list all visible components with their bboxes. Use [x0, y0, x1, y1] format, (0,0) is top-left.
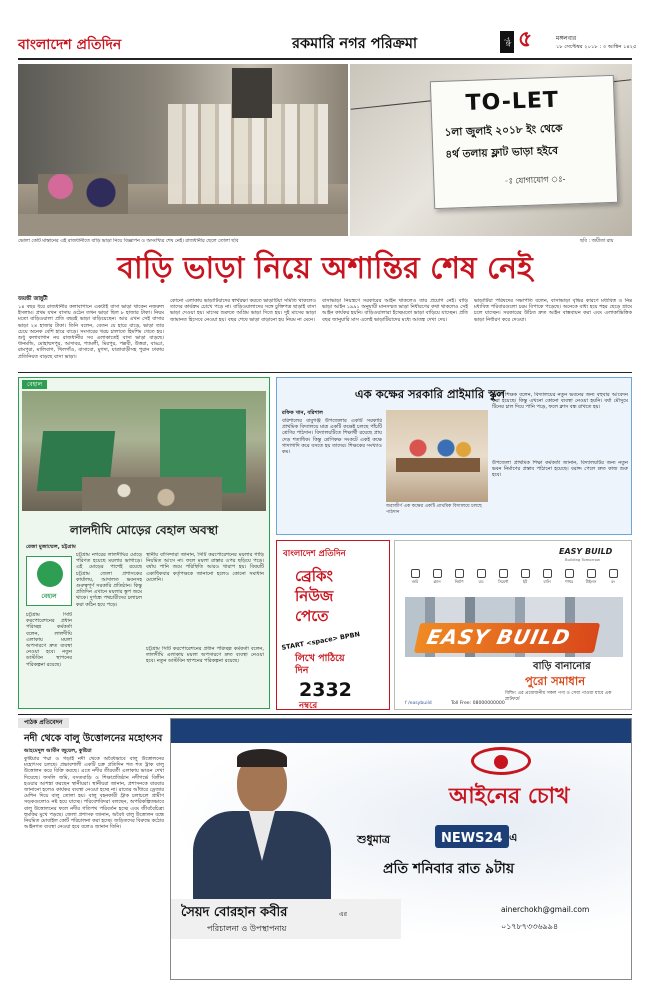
lead-photo-caption: ভোলা কেটি মাস্তানের এই রাজধানীতে বাড়ি ভাড়া নিয়ে বিজ্ঞাপন ও অসংখ্যির শেষ নেই। রাজধানীর ছেলে তোলা ছবি: [18, 239, 239, 244]
breaking-ad-line1: ব্রেকিং: [295, 567, 333, 585]
easybuild-logo-tagline: Building Tomorrow: [565, 557, 601, 562]
behal-logo-text: বেহাল: [41, 593, 57, 600]
service-icon: [433, 569, 442, 578]
service-label: টাইলস: [585, 579, 597, 584]
page-number: ৫: [518, 27, 533, 52]
presenter-name-suffix: এর: [339, 911, 347, 918]
presenter-photo: [187, 747, 337, 899]
road: [18, 214, 348, 236]
reader-headline: নদী থেকে বালু উত্তোলনের মহোৎসব: [24, 733, 163, 744]
page-label-text: পৃষ্ঠা: [504, 37, 511, 47]
service-label: সিমেন্ট: [497, 579, 509, 584]
service-label: বালি: [543, 579, 551, 584]
ainer-eye-pupil: [494, 755, 508, 769]
behal-body-col-3: চট্টগ্রাম সিটি করপোরেশনের প্রধান পরিচ্ছন্ন কর্মকর্তা বলেন, লালদীঘি এলাকায় ময়লা অপসারণে দ্রুত ব্যবস্থা নেওয়া হবে। নতুন ডাস্টবিন স্থাপনের পরিকল্পনা রয়েছে।: [26, 612, 72, 668]
breaking-ad-line5: নম্বরে: [299, 701, 318, 711]
ainer-eye-icon: [471, 747, 531, 775]
easybuild-service-item: [537, 569, 557, 589]
lead-body-col-1: ১৪ বছর ধরে রাজধানীর কলাবাগানে একটাই বাসা ভাড়া থাকেন নজরুল ইসলাম। প্রথম যখন বাসায় ওঠেন তখন ভাড়া ছিল ৮ হাজার টাকা। নিয়ম মতো বাড়িওয়ালা প্রতি বছরই ভাড়া বাড়িয়েছেন। আর এখন সেই বাসার ভাড়া ২৪ হাজার টাকা। তিনি বলেন, বেতন যে হারে বাড়ে, ভাড়া তার চেয়ে অনেক বেশি হারে বাড়ে। সংসারের খরচ চালাতে হিমশিম খেতে হয়। শুধু কলাবাগান নয় রাজধানীর সব এলাকাতেই বাসা ভাড়া বাড়ছে। ধানমন্ডি, মোহাম্মদপুর, আদাবর, শ্যামলী, মিরপুর, পল্লবী, উত্তরা, বাড্ডা, রামপুরা, মালিবাগ, খিলগাঁও, বাসাবো, মুগদা, যাত্রাবাড়ীসহ পুরান ঢাকায় প্রতিনিয়ত বাড়ছে বাসা ভাড়া।: [18, 304, 164, 360]
easybuild-body: বিল্ডিং এর প্রয়োজনীয় সকল পণ্য ও সেবা পাওয়া যাবে এক প্লাটফর্মে: [505, 691, 612, 702]
behal-photo: [22, 391, 266, 511]
ainer-only: শুধুমাত্র: [357, 833, 391, 846]
to-let-sign: [430, 75, 618, 209]
news24-logo-text: NEWS24: [441, 831, 503, 846]
section-title: রকমারি নগর পরিক্রমা: [292, 36, 418, 52]
behal-body-col-1: চট্টগ্রাম নগরের লালদীঘির মোড়ে পরিণত হয়েছে ময়লার ভাগাড়ে। এই মোড়ের পাশেই রয়েছে চট্টগ্রাম জেলা প্রশাসকের কার্যালয়, আদালত ভবনসহ গুরুত্বপূর্ণ সরকারি প্রতিষ্ঠান। কিন্তু প্রতিদিন এখানে ময়লার স্তূপ জমে থাকে। দুর্গন্ধে পথচারীদের চলাচল করা কঠিন হয়ে পড়ে।: [76, 552, 142, 608]
behal-logo: [26, 556, 72, 606]
service-label: ইট: [522, 579, 528, 584]
lead-bottom-rule: [18, 372, 632, 373]
behal-headline: লালদীঘি মোড়ের বেহাল অবস্থা: [69, 523, 219, 537]
easybuild-service-item: [515, 569, 535, 589]
service-label: নির্মাণ: [454, 579, 464, 584]
breaking-ad-shortcode: 2332: [299, 679, 352, 701]
easybuild-service-item: [449, 569, 469, 589]
service-label: রড: [478, 579, 484, 584]
service-icon: [411, 569, 420, 578]
paper-logo: বাংলাদেশ প্রতিদিন: [18, 37, 122, 53]
service-icon: [521, 569, 530, 578]
easybuild-service-item: [581, 569, 601, 589]
school-byline: রফিক খান, বরিশাল: [282, 410, 324, 416]
sign-title: TO-LET: [465, 87, 560, 117]
behal-logo-emblem: [37, 561, 63, 587]
easybuild-service-item: [471, 569, 491, 589]
masthead: [0, 0, 650, 60]
ainer-show-title: আইনের চোখ: [449, 784, 570, 809]
issue-day: মঙ্গলবার: [556, 35, 577, 42]
ainer-email[interactable]: ainerchokh@gmail.com: [501, 905, 590, 914]
posters-wall: [168, 104, 328, 204]
easybuild-ad[interactable]: [394, 540, 632, 710]
masthead-rule: [18, 58, 632, 60]
easybuild-logo: EASY BUILD: [559, 547, 613, 556]
easybuild-facebook[interactable]: f /easybuild: [405, 701, 432, 706]
service-icon: [477, 569, 486, 578]
lead-photo-street: [18, 64, 348, 236]
ainer-channel-suffix: এ: [509, 831, 518, 844]
sign-line-1: ১লা জুলাই ২০১৮ ইং থেকে: [444, 122, 563, 139]
easybuild-service-item: [405, 569, 425, 589]
service-label: রং: [611, 579, 615, 584]
reader-tag: পাঠক প্রতিবেদন: [18, 718, 69, 728]
breaking-ad-line4: লিখে পাঠিয়ে দিন: [295, 653, 345, 676]
ainer-phone[interactable]: ০১৭৮৭৩৩৬৯৯৪: [501, 922, 559, 931]
lead-body-col-3: বাসাভাড়া নিয়ন্ত্রণে সরকারের আইন থাকলেও তার প্রয়োগ নেই। বাড়ি ভাড়া আইন ১৯৯১ অনুযায়ী মানসম্মত ভাড়া নির্ধারণের কথা থাকলেও সেই আইন কার্যকর হয়নি। বাড়িওয়ালারা ইচ্ছেমতো ভাড়া বাড়িয়ে যাচ্ছেন। প্রতি বছর জানুয়ারি মাস এলেই ভাড়াটিয়াদের মধ্যে আতঙ্ক দেখা দেয়।: [322, 298, 468, 323]
easybuild-service-item: [427, 569, 447, 589]
ainer-ad-bottom-band: [171, 939, 632, 980]
lead-headline: বাড়ি ভাড়া নিয়ে অশান্তির শেষ নেই: [117, 251, 533, 286]
school-headline: এক কক্ষের সরকারি প্রাইমারি স্কুল: [354, 387, 506, 401]
sign-line-3: -ঃ যোগাযোগ ঃ-: [504, 174, 566, 186]
lead-body-col-4: ভাড়াটিয়া পরিষদের সভাপতি বলেন, বাসাভাড়া বৃদ্ধির কারণে মধ্যবিত্ত ও নিম্ন মধ্যবিত্ত পরিবারগুলো চরম বিপাকে পড়েছে। অনেকে বাধ্য হয়ে শহর ছেড়ে গ্রামে চলে যাচ্ছেন। সরকারের উচিত দ্রুত আইন বাস্তবায়ন করা এবং এলাকাভিত্তিক ভাড়া নির্ধারণ করে দেওয়া।: [474, 298, 632, 323]
reader-byline: আহমেদুল আমীন জুয়েল, কুষ্টিয়া: [24, 748, 92, 754]
school-photo: [386, 410, 488, 502]
easybuild-slogan-1: বাড়ি বানানোর: [533, 661, 591, 672]
behal-byline: রেজা মুজাম্মেল, চট্টগ্রাম: [26, 544, 76, 550]
behal-body-col-4: চট্টগ্রাম সিটি করপোরেশনের প্রধান পরিচ্ছন্ন কর্মকর্তা বলেন, লালদীঘি এলাকায় ময়লা অপসারণে দ্রুত ব্যবস্থা নেওয়া হবে। নতুন ডাস্টবিন স্থাপনের পরিকল্পনা রয়েছে।: [146, 646, 264, 665]
service-icon: [455, 569, 464, 578]
students: [404, 436, 474, 466]
school-body-col-2: প্রধান শিক্ষক বলেন, বিদ্যালয়ের নতুন ভবনের জন্য বহুবার আবেদন করা হয়েছে। কিন্তু এখনো কোনো ব্যবস্থা নেওয়া হয়নি। বর্ষা মৌসুমে টিনের চাল দিয়ে পানি পড়ে, ফলে ক্লাস বন্ধ রাখতে হয়।: [492, 392, 628, 411]
presenter-name: সৈয়দ বোরহান কবীর: [181, 905, 288, 920]
easybuild-service-item: [493, 569, 513, 589]
breaking-ad[interactable]: [276, 540, 390, 710]
mid-bottom-rule: [18, 714, 632, 715]
easybuild-hero-text: EASY BUILD: [424, 625, 574, 649]
easybuild-hero: [414, 623, 600, 653]
news24-logo: [435, 825, 509, 848]
garbage-pile: [82, 477, 222, 511]
breaking-ad-start: START <space> BPBN: [280, 630, 361, 652]
school-body-col-1: বরিশালের বাবুগঞ্জ উপজেলার একটি সরকারি প্রাথমিক বিদ্যালয়ে মাত্র একটি কক্ষেই চলছে পাঁচটি শ্রেণির পাঠদান। বিদ্যালয়টিতে শিক্ষার্থী রয়েছে প্রায় দেড় শতাধিক। কিন্তু শ্রেণিকক্ষ সংকটে একই কক্ষে গাদাগাদি করে বসতে হয় তাদের। শিক্ষকের সংখ্যাও কম।: [282, 418, 382, 456]
lead-photo-credit: ছবি : জয়ীতা রায়: [580, 239, 614, 244]
ainer-ad[interactable]: [170, 718, 632, 980]
easybuild-service-item: [603, 569, 623, 589]
service-icon: [587, 569, 596, 578]
issue-date: ১৮ সেপ্টেম্বর ২০১৮ : ৩ আশ্বিন ১৪২৫: [556, 44, 637, 50]
service-label: প্ল্যান: [433, 579, 441, 584]
breaking-ad-line2: নিউজ: [295, 587, 334, 605]
service-icon: [609, 569, 618, 578]
easybuild-hotline: Toll Free: 08000000000: [451, 701, 505, 706]
ainer-schedule: প্রতি শনিবার রাত ৯টায়: [383, 861, 515, 877]
lead-byline: জয়ন্তী জান্নুটী: [18, 296, 48, 302]
ainer-ad-top-band: [171, 719, 632, 743]
lead-body-col-2: কোনো এলাকায় ভাড়াটিয়াদের স্বার্থরক্ষা করতে ভাড়াটিয়া সমিতি থাকলেও তাদের কার্যক্রম চোখে পড়ে না। বাড়িওয়ালাদের সঙ্গে চুক্তিপত্র ছাড়াই বাসা ভাড়া দেওয়া হয়। মাসের শুরুতে অগ্রিম ভাড়া দিতে হয়। দুই মাসের ভাড়া জামানত হিসেবে নেওয়া হয়। বছর শেষে ভাড়া বাড়ানো হয় নিয়ম না মেনে।: [170, 298, 316, 323]
behal-body-col-2: স্থানীয় বাসিন্দারা জানান, সিটি করপোরেশনের ময়লার গাড়ি নিয়মিত আসে না। ফলে ময়লা রাস্তার ওপর ছড়িয়ে পড়ে। বর্ষায় পানি জমে পরিস্থিতি আরও খারাপ হয়। বিষয়টি একাধিকবার কর্তৃপক্ষকে জানানো হলেও কোনো সমাধান মেলেনি।: [146, 552, 264, 583]
presenter-role: পরিচালনা ও উপস্থাপনায়: [207, 924, 287, 933]
service-label: জমি: [411, 579, 419, 584]
service-icon: [565, 569, 574, 578]
page-label: [500, 31, 514, 53]
easybuild-service-row: [405, 569, 623, 589]
sign-line-2: ৪র্থ তলায় ফ্লাট ভাড়া হইবে: [445, 144, 559, 161]
breaking-ad-brand: বাংলাদেশ প্রতিদিন: [283, 549, 346, 559]
lead-photo-sign: [350, 64, 632, 236]
reader-body: কুষ্টিয়ার পদ্মা ও গড়াই নদী থেকে অবৈধভাবে বালু উত্তোলনের মহোৎসব চলছে। প্রভাবশালী একটি চক্র প্রতিদিন শত শত ট্রাক বালু উত্তোলন করে বিক্রি করছে। এতে নদীর তীরবর্তী এলাকায় ভাঙন দেখা দিয়েছে। ফসলি জমি, বসতবাড়ি ও শিক্ষাপ্রতিষ্ঠান নদীগর্ভে বিলীন হওয়ার আশঙ্কা করছেন স্থানীয়রা। স্থানীয়রা জানান, প্রশাসনকে বারবার জানানো হলেও কার্যকর ব্যবস্থা নেওয়া হচ্ছে না। রাতের আঁধারে ড্রেজার মেশিন দিয়ে বালু তোলা হয়। বালু বহনকারী ট্রাক চলাচলে গ্রামীণ সড়কগুলোও নষ্ট হয়ে যাচ্ছে। পরিবেশবিদরা বলছেন, অপরিকল্পিতভাবে বালু উত্তোলনের ফলে নদীর গতিপথ পরিবর্তন হচ্ছে এবং জীববৈচিত্র্য হুমকির মুখে পড়ছে। জেলা প্রশাসক জানান, অবৈধ বালু উত্তোলন বন্ধে নিয়মিত মোবাইল কোর্ট পরিচালনা করা হচ্ছে। জড়িতদের বিরুদ্ধে কঠোর আইনগত ব্যবস্থা নেওয়া হবে বলেও জানান তিনি।: [24, 756, 164, 831]
easybuild-slogan-2: পুরো সমাধান: [525, 674, 586, 688]
service-icon: [543, 569, 552, 578]
easybuild-service-item: [559, 569, 579, 589]
presenter-hair: [237, 749, 287, 767]
service-label: পাথর: [564, 579, 574, 584]
service-icon: [499, 569, 508, 578]
breaking-ad-line3: পেতে: [295, 607, 329, 625]
school-body-col-3: উপজেলা প্রাথমিক শিক্ষা কর্মকর্তা জানান, বিদ্যালয়টির জন্য নতুন ভবন নির্মাণের প্রস্তাব পাঠানো হয়েছে। বরাদ্দ পেলে দ্রুত কাজ শুরু হবে।: [492, 460, 628, 479]
behal-tag: বেহাল: [22, 380, 47, 389]
school-photo-caption: জরাজীর্ণ এক কক্ষের একটি প্রাথমিক বিদ্যালয়ে চলছে পাঠদান: [386, 504, 482, 515]
gate: [232, 68, 272, 118]
